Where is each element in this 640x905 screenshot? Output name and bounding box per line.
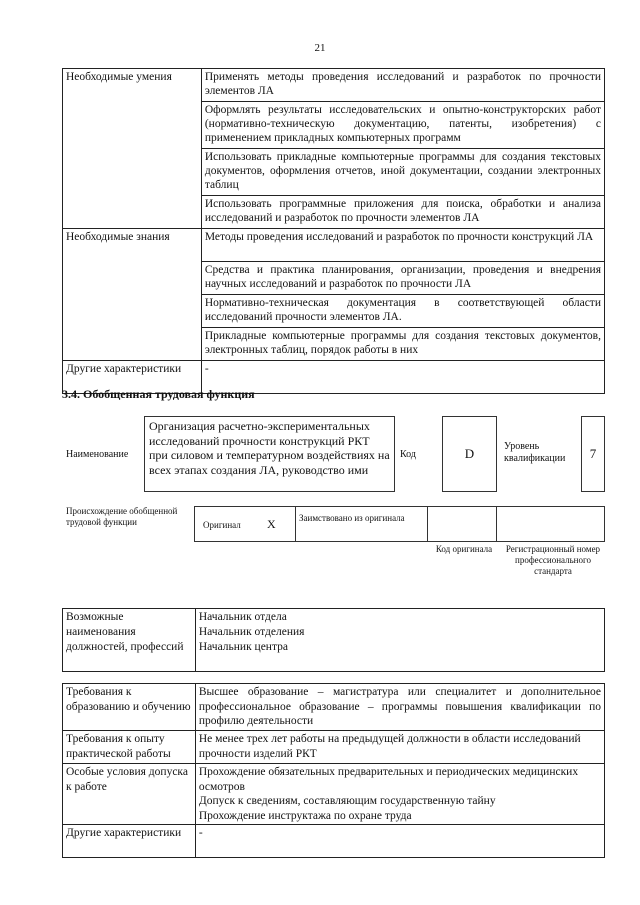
experience-label: Требования к опыту практической работы [63,731,196,764]
positions-list [195,609,604,672]
knowledge-item: Нормативно-техническая документация в соответствующей области исследований прочности элементов ЛА. [201,295,604,328]
admission-item: Прохождение инструктажа по охране труда [198,809,412,822]
original-cell [195,507,296,541]
position-item: Начальник отделения [198,626,305,638]
section-title: 3.4. Обобщенная трудовая функция [62,387,255,401]
skill-item: Применять методы проведения исследований и разработок по прочности элементов ЛА [201,69,604,102]
admission-item: Прохождение обязательных предварительных и периодических медицинских осмотров [198,766,579,793]
knowledge-item: Средства и практика планирования, организации, проведения и внедрения научных исследований и разработок по прочности ЛА [201,262,604,295]
admission-label: Особые условия допуска к работе [63,764,196,825]
admission-values [195,764,604,825]
name-value: Организация расчетно-экспериментальных исследований прочности конструкций РКТ при силовом и температурном воздействиях на всех этапах создания ЛА, руководство ими [149,419,390,477]
other-characteristics-label: Другие характеристики [63,825,196,858]
other-item: - [201,361,604,394]
position-item: Начальник отдела [198,611,287,623]
code-label: Код [400,449,416,460]
table-row [63,229,605,262]
positions-table [62,608,605,672]
name-label: Наименование [66,449,129,460]
level-label: Уровень квалификации [504,441,566,464]
knowledge-item: Методы проведения исследований и разработок по прочности конструкций ЛА [201,229,604,262]
code-value: D [464,446,475,461]
borrowed-label: Заимствовано из оригинала [299,513,405,523]
original-mark: X [267,517,276,531]
table-row [63,69,605,102]
original-label: Оригинал [203,520,241,530]
level-value: 7 [589,446,597,461]
requirements-table [62,683,605,858]
skill-item: Использовать прикладные компьютерные программы для создания текстовых документов, оформления отчетов, иной документации, создании электронных таблиц [201,149,604,196]
table-row [63,684,605,731]
table-row [63,731,605,764]
name-value-box [144,416,395,492]
position-item: Начальник центра [198,641,288,653]
code-caption: Код оригинала [435,544,493,554]
skill-item: Оформлять результаты исследовательских и опытно-конструкторских работ (нормативно-техническую документацию, патенты, изобретения) с применением прикладных компьютерных программ [201,102,604,149]
table-row [63,609,605,672]
origin-row [194,506,605,542]
row-label-skills: Необходимые умения [63,69,202,229]
row-label-knowledge: Необходимые знания [63,229,202,361]
origin-label: Происхождение обобщенной трудовой функции [66,506,178,527]
experience-value: Не менее трех лет работы на предыдущей должности в области исследований прочности изделий РКТ [195,731,604,764]
level-value-box [581,416,605,492]
skills-knowledge-table [62,68,605,394]
page-number: 21 [314,42,326,54]
knowledge-item: Прикладные компьютерные программы для создания текстовых документов, электронных таблиц, порядок работы в них [201,328,604,361]
positions-label: Возможные наименования должностей, профессий [63,609,196,672]
table-row [63,764,605,825]
borrowed-cell [295,507,428,541]
skill-item: Использовать программные приложения для поиска, обработки и анализа исследований и разработок по прочности элементов ЛА [201,196,604,229]
admission-item: Допуск к сведениям, составляющим государственную тайну [198,795,496,807]
code-value-box [442,416,497,492]
other-characteristics-value: - [195,825,604,858]
table-row [63,825,605,858]
education-label: Требования к образованию и обучению [63,684,196,731]
registration-caption: Регистрационный номер профессионального стандарта [505,544,601,576]
original-code-cell [428,507,497,541]
row-label-other: Другие характеристики [63,361,202,394]
registration-number-cell [496,507,604,541]
education-value: Высшее образование – магистратура или специалитет и дополнительное профессиональное образование – программы повышения квалификации по профилю деятельности [195,684,604,731]
